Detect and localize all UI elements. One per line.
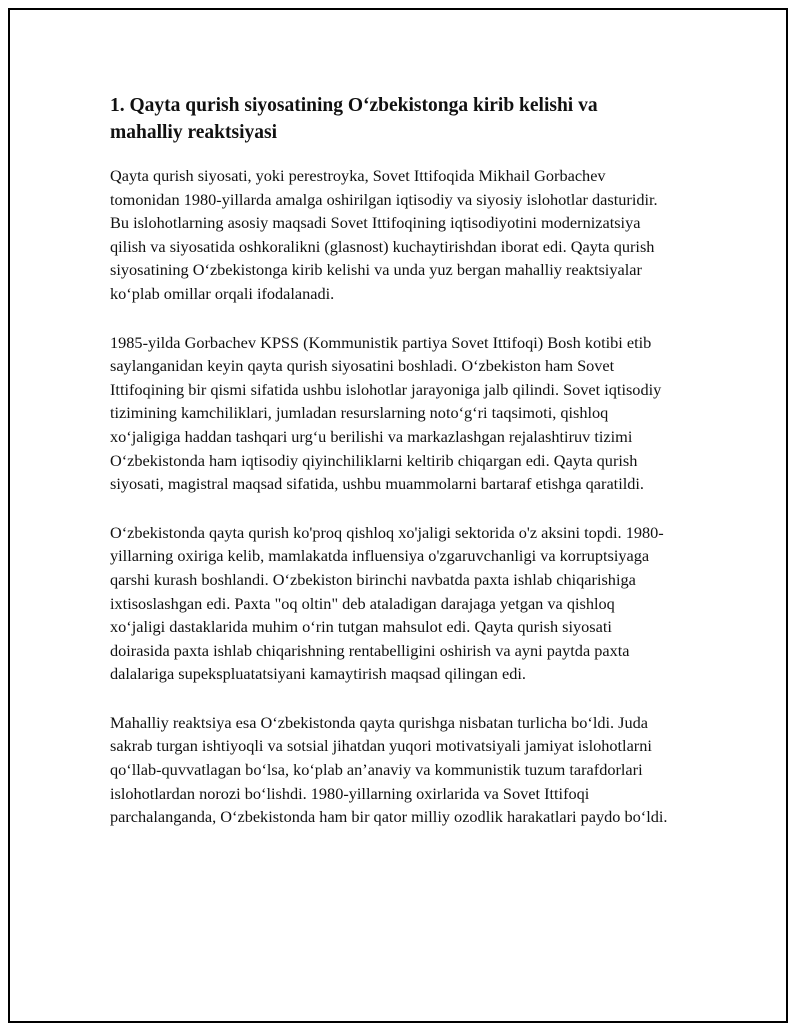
paragraph-intro: Qayta qurish siyosati, yoki perestroyka, Sovet Ittifoqida Mikhail Gorbachev tomonidan 1980-yillarda amalga oshirilgan iqtisodiy va siyosiy islohotlar dasturidir. Bu islohotlarning asosiy maqsadi Sovet Ittifoqining iqtisodiyotini modernizatsiya qilish va siyosatida oshkoralikni (glasnost) kuchaytirishdan iborat edi. Qayta qurish siyosatining O‘zbekistonga kirib kelishi va unda yuz bergan mahalliy reaktsiyalar ko‘plab omillar orqali ifodalanadi. xyxy=(110,166,658,303)
section-heading: 1. Qayta qurish siyosatining O‘zbekistonga kirib kelishi va mahalliy reaktsiyasi xyxy=(110,95,598,143)
paragraph-agriculture: O‘zbekistonda qayta qurish ko'proq qishloq xo'jaligi sektorida o'z aksini topdi. 1980-yillarning oxiriga kelib, mamlakatda influensiya o'zgaruvchanligi va korruptsiyaga qarshi kurash boshlandi. O‘zbekiston birinchi navbatda paxta ishlab chiqarishiga ixtisoslashgan edi. Paxta "oq oltin" deb ataladigan darajaga yetgan va qishloq xo‘jaligi dastaklarida muhim o‘rin tutgan mahsulot edi. Qayta qurish siyosati doirasida paxta ishlab chiqarishning rentabelligini oshirish va ayni paytda paxta dalalariga supekspluatatsiyani kamaytirish maqsad qilingan edi. xyxy=(110,522,664,684)
paragraph-local-reaction: Mahalliy reaktsiya esa O‘zbekistonda qayta qurishga nisbatan turlicha bo‘ldi. Juda sakrab turgan ishtiyoqli va sotsial jihatdan yuqori motivatsiyali jamiyat islohotlarni qo‘llab-quvvatlagan bo‘lsa, ko‘plab an’anaviy va kommunistik tuzum tarafdorlari islohotlardan norozi bo‘lishdi. 1980-yillarning oxirlarida va Sovet Ittifoqi parchalanganda, O‘zbekistonda ham bir qator milliy ozodlik harakatlari paydo bo‘ldi. xyxy=(110,712,668,827)
document-body xyxy=(110,92,670,854)
paragraph-1985-reforms: 1985-yilda Gorbachev KPSS (Kommunistik partiya Sovet Ittifoqi) Bosh kotibi etib saylanganidan keyin qayta qurish siyosatini boshladi. O‘zbekiston ham Sovet Ittifoqining bir qismi sifatida ushbu islohotlar jarayoniga jalb qilindi. Sovet iqtisodiy tizimining kamchiliklari, jumladan resurslarning noto‘g‘ri taqsimoti, qishloq xo‘jaligiga haddan tashqari urg‘u berilishi va markazlashgan rejalashtiruv tizimi O‘zbekistonda ham iqtisodiy qiyinchiliklarni keltirib chiqargan edi. Qayta qurish siyosati, magistral maqsad sifatida, ushbu muammolarni bartaraf etishga qaratildi. xyxy=(110,332,662,494)
